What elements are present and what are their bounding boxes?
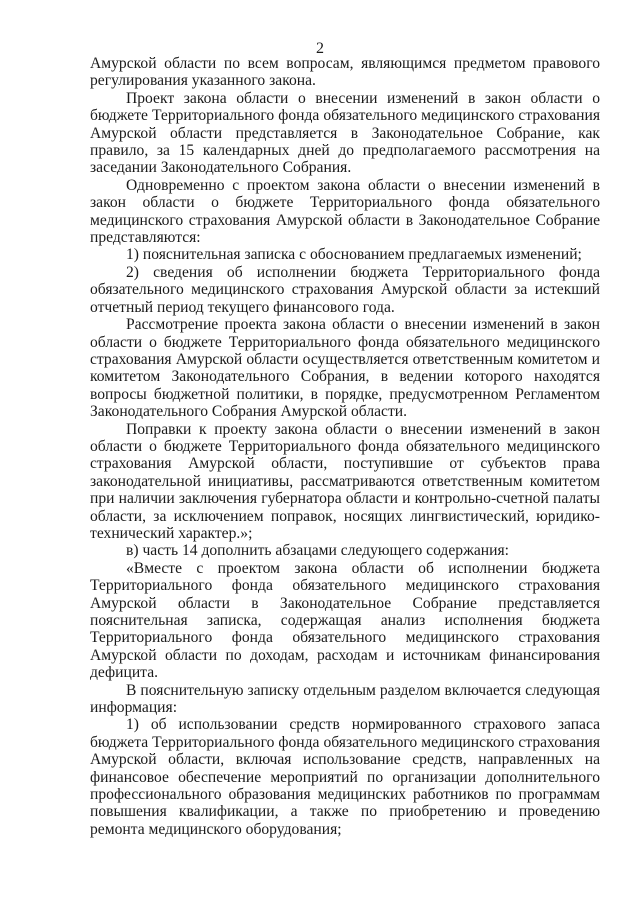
paragraph-amendments: Поправки к проекту закона области о внесении изменений в закон области о бюджете Территориального фонда обязательного медицинского страхования Амурской области, поступившие от субъектов права законодательной инициативы, рассматриваются ответственным комитетом при наличии заключения губернатора области и контрольно-счетной палаты области, за исключением поправок, носящих лингвистический, юридико-технический характер.»; [90,420,600,542]
paragraph-part-14: в) часть 14 дополнить абзацами следующего содержания: [126,542,509,560]
paragraph-consideration: Рассмотрение проекта закона области о внесении изменений в закон области о бюджете Территориального фонда обязательного медицинского страхования Амурской области осуществляется ответственным комитетом и комитетом Законодательного Собрания, в ведении которого находятся вопросы бюджетной политики, в порядке, предусмотренном Регламентом Законодательного Собрания Амурской области. [90,316,600,421]
page-number: 2 [316,40,324,57]
paragraph-explanatory-note-section: В пояснительную записку отдельным разделом включается следующая информация: [90,681,600,717]
list-item-budget-execution-info: 2) сведения об исполнении бюджета Территориального фонда обязательного медицинского страхования Амурской области за истекший отчетный период текущего финансового года. [90,263,600,316]
paragraph-budget-execution-law: «Вместе с проектом закона области об исполнении бюджета Территориального фонда обязательного медицинского страхования Амурской области в Законодательное Собрание представляется пояснительная записка, содержащая анализ исполнения бюджета Территориального фонда обязательного медицинского страхования Амурской области по доходам, расходам и источникам финансирования дефицита. [90,559,600,682]
paragraph-simultaneous-submission: Одновременно с проектом закона области о внесении изменений в закон области о бюджете Территориального фонда обязательного медицинского страхования Амурской области в Законодательное Собрание представляются: [90,176,600,247]
paragraph-draft-law-submission: Проект закона области о внесении изменений в закон области о бюджете Территориального фонда обязательного медицинского страхования Амурской области представляется в Законодательное Собрание, как правило, за 15 календарных дней до предполагаемого рассмотрения на заседании Законодательного Собрания. [90,89,600,177]
list-item-insurance-reserve: 1) об использовании средств нормированного страхового запаса бюджета Территориального фонда обязательного медицинского страхования Амурской области, включая использование средств, направленных на финансовое обеспечение мероприятий по организации дополнительного профессионального образования медицинских работников по программам повышения квалификации, а также по приобретению и проведению ремонта медицинского оборудования; [90,716,600,838]
list-item-explanatory-note: 1) пояснительная записка с обоснованием предлагаемых изменений; [126,246,582,264]
paragraph-continuation: Амурской области по всем вопросам, являющимся предметом правового регулирования указанного закона. [90,55,600,90]
document-body [90,55,600,838]
